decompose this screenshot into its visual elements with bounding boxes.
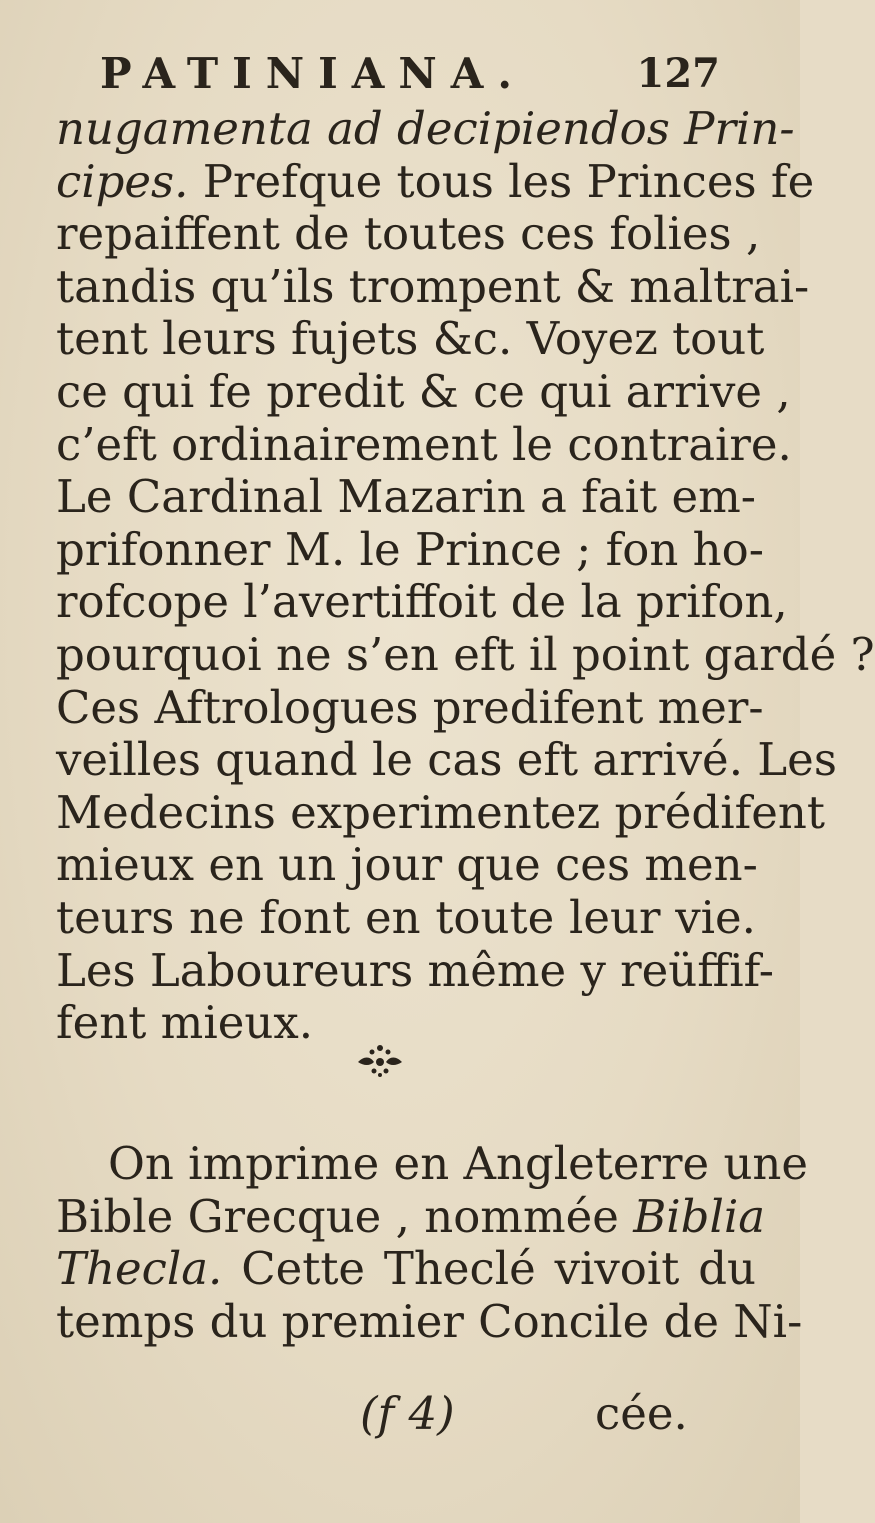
text-line: prifonner M. le Prince ; fon ho- (56, 522, 764, 576)
running-title: PATINIANA. (100, 49, 526, 98)
fleuron-ornament-icon (350, 1040, 410, 1080)
text-line: temps du premier Concile de Ni- (56, 1294, 803, 1348)
text-line: Bible Grecque , nommée Biblia (56, 1189, 766, 1243)
text-line: Thecla. Cette Theclé vivoit du (56, 1242, 756, 1296)
text-line: Ces Aftrologues predifent mer- (56, 680, 764, 734)
text-line: mieux en un jour que ces men- (56, 838, 758, 892)
text-line: tandis qu’ils trompent & maltrai- (56, 259, 810, 313)
text-line: repaiffent de toutes ces folies , (56, 207, 761, 261)
page-header (100, 44, 720, 104)
signature-mark: (f 4) (360, 1387, 455, 1440)
text-line: teurs ne font en toute leur vie. (56, 890, 756, 944)
paragraph-1 (56, 102, 875, 1050)
catchword: cée. (595, 1387, 688, 1440)
text-line: nugamenta ad decipiendos Prin- (56, 102, 795, 155)
text-line: cipes. Prefque tous les Princes fe (56, 154, 815, 208)
page-footer (0, 1384, 800, 1444)
text-line: On imprime en Angleterre une (108, 1137, 809, 1190)
text-line: tent leurs fujets &c. Voyez tout (56, 312, 765, 366)
paragraph-2 (56, 1137, 809, 1348)
text-line: rofcope l’avertiffoit de la prifon, (56, 575, 788, 629)
text-line: Le Cardinal Mazarin a fait em- (56, 470, 756, 524)
page-number: 127 (636, 50, 720, 97)
text-line: ce qui fe predit & ce qui arrive , (56, 364, 791, 418)
text-line: c’eft ordinairement le contraire. (56, 417, 792, 471)
text-line: veilles quand le cas eft arrivé. Les (56, 733, 837, 787)
text-line-last: fent mieux. (56, 996, 314, 1050)
text-line: Medecins experimentez prédifent (56, 785, 825, 839)
text-line: Les Laboureurs même y reüffif- (56, 943, 774, 997)
text-line: pourquoi ne s’en eft il point gardé ? (56, 627, 875, 681)
